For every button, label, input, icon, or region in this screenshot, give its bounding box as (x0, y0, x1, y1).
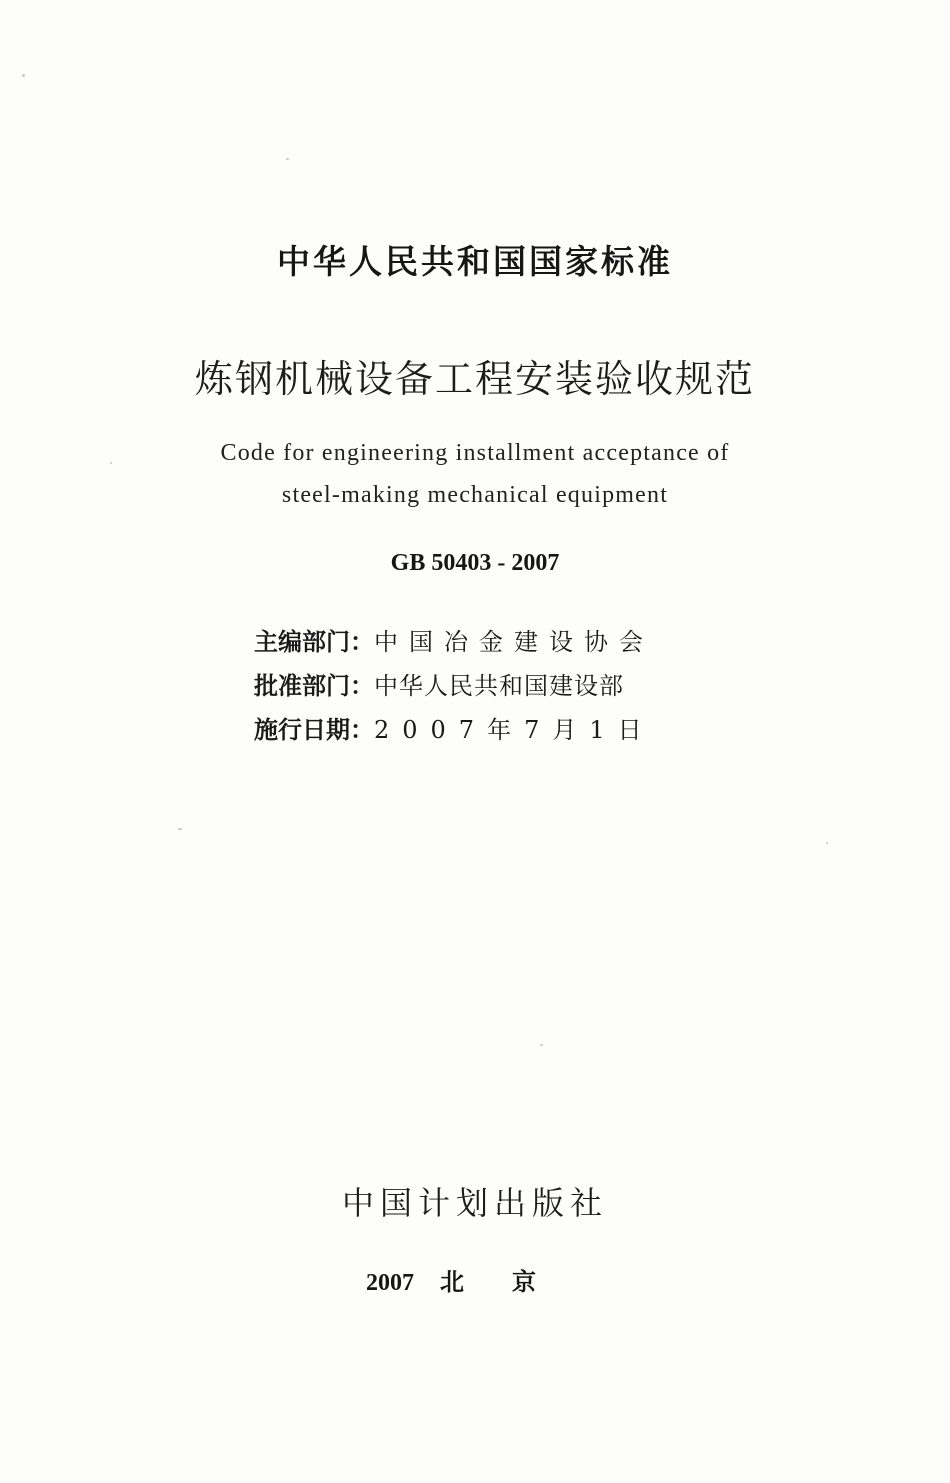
approver-row (254, 664, 714, 708)
document-title-chinese: 炼钢机械设备工程安装验收规范 (194, 357, 755, 401)
publisher-name: 中国计划出版社 (341, 1184, 608, 1222)
title-english-line-2: steel-making mechanical equipment (281, 482, 669, 508)
standard-series-heading: 中华人民共和国国家标准 (277, 242, 673, 281)
scan-speck (22, 74, 25, 77)
publication-info (254, 620, 714, 752)
document-title-english (0, 432, 950, 516)
title-english-line-1: Code for engineering installment acceptance of (220, 440, 730, 466)
approver-label: 批准部门： (254, 671, 374, 700)
publication-year: 2007 (366, 1270, 414, 1296)
publication-year-city (0, 1262, 950, 1297)
scan-speck (826, 842, 828, 844)
scan-speck (178, 828, 182, 830)
scan-speck (540, 1044, 543, 1046)
approver-value: 中华人民共和国建设部 (374, 672, 624, 700)
publication-city: 北京 (440, 1270, 584, 1296)
editor-value: 中国冶金建设协会 (374, 628, 654, 656)
standard-code-number: GB 50403 - 2007 (390, 550, 560, 576)
editor-label: 主编部门： (254, 627, 374, 656)
effective-date-row (254, 708, 714, 752)
editor-row (254, 620, 714, 664)
scan-speck (286, 158, 289, 160)
effective-date-value: 2007年7月1日 (374, 716, 655, 744)
effective-date-label: 施行日期： (254, 715, 374, 744)
